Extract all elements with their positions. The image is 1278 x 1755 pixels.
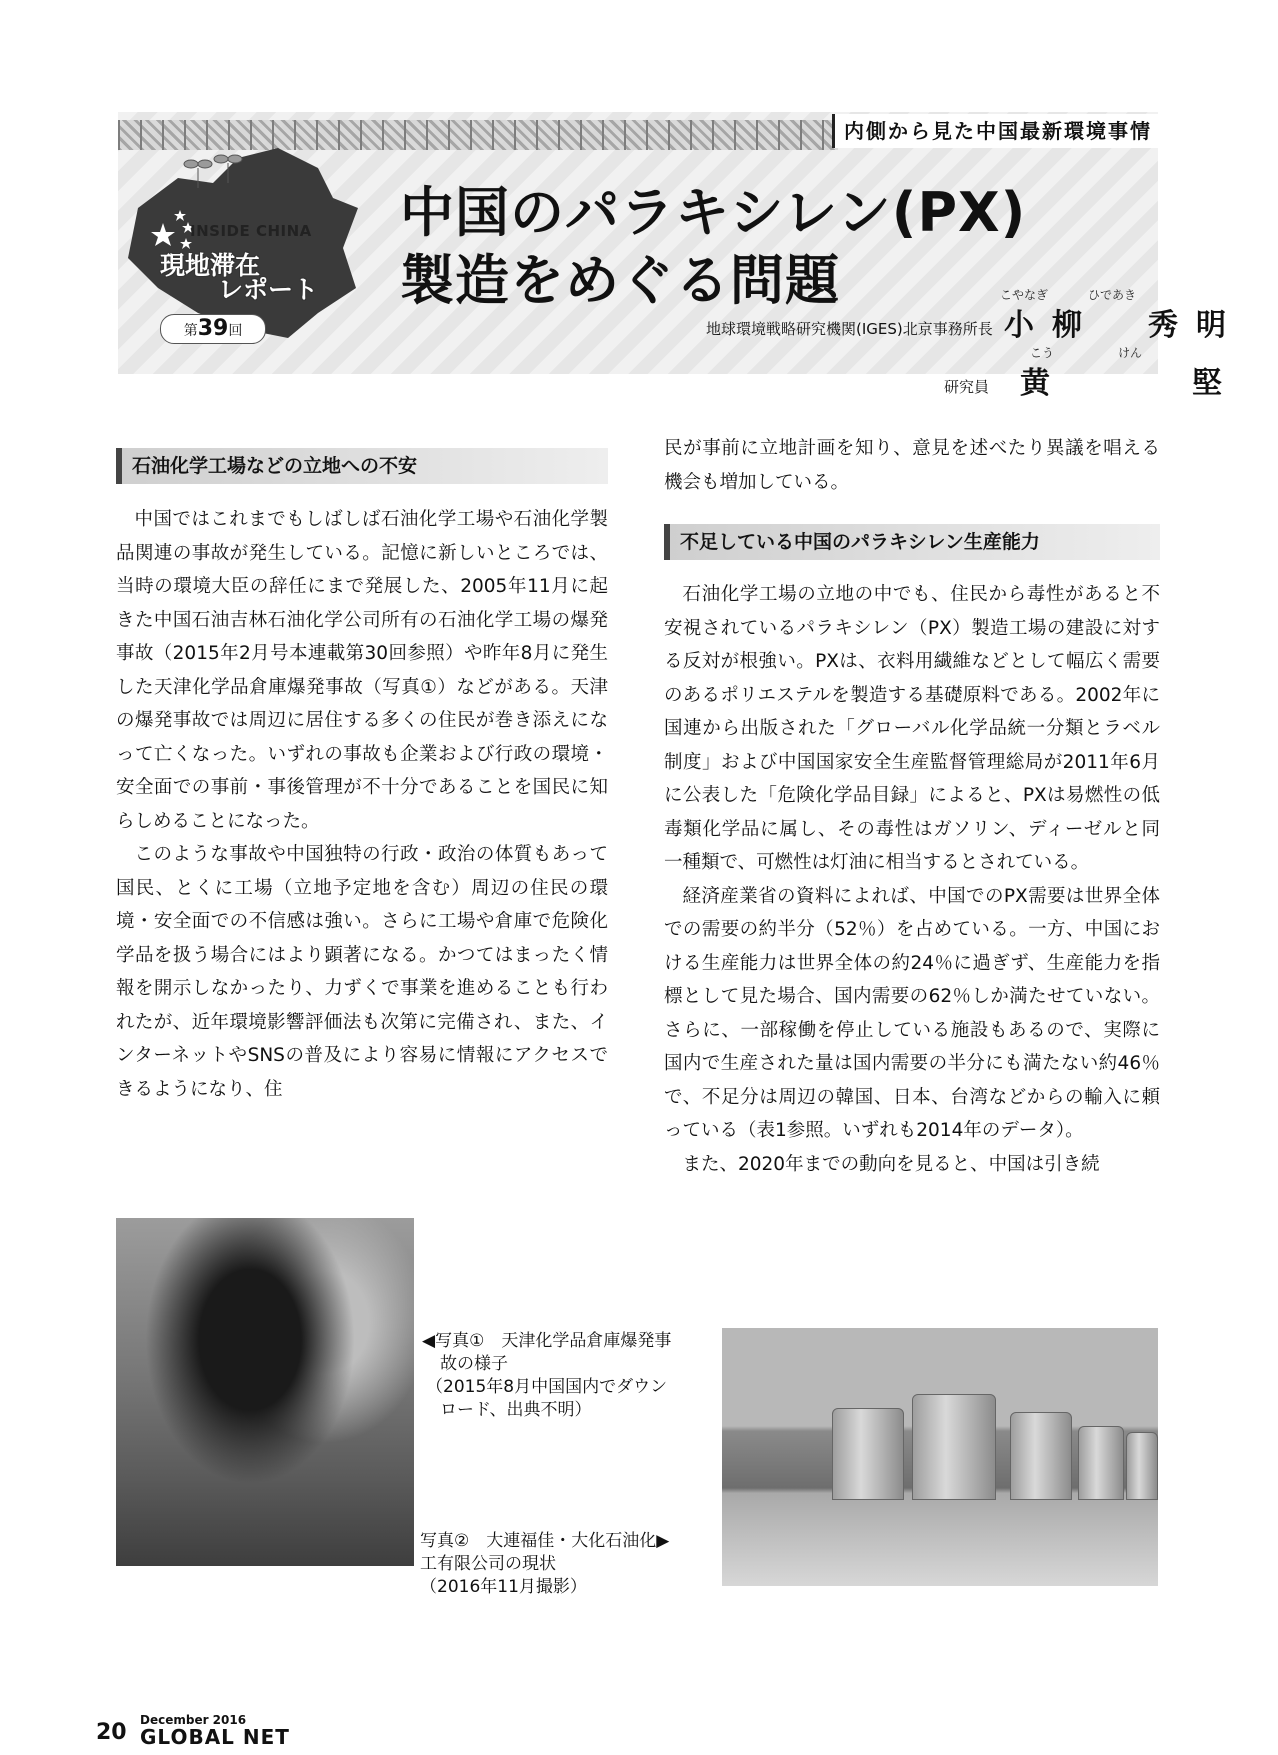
magazine-name: GLOBAL NET [140,1725,290,1749]
section1-continuation [664,432,1160,499]
photo1-caption [422,1330,671,1422]
section1-paragraph-2: このような事故や中国独特の行政・政治の体質もあって国民、とくに工場（立地予定地を含む）周辺の住民の環境・安全面での不信感は強い。さらに工場や倉庫で危険化学品を扱う場合にはより顕著になる。かつてはまったく情報を開示しなかったり、力ずくで事業を進めることも行われたが、近年環境影響評価法も次第に完備され、また、インターネットやSNSの普及により容易に情報にアクセスできるようになり、住 [116,844,608,1100]
badge-label-line1: 現地滞在 [160,251,261,280]
author2-name: 黄 堅 [1020,366,1278,401]
photo1-caption-line: （2015年8月中国国内でダウン [426,1377,668,1397]
page-number: 20 [96,1720,127,1745]
tank-shape [1126,1432,1158,1500]
author2-affiliation: 研究員 [944,378,990,396]
photo2-caption [420,1530,669,1599]
section1-paragraph-1: 中国ではこれまでもしばしば石油化学工場や石油化学製品関連の事故が発生している。記憶に新しいところでは、当時の環境大臣の辞任にまで発展した、2005年11月に起きた中国石油吉林石油化学公司所有の石油化学工場の爆発事故（2015年2月号本連載第30回参照）や昨年8月に発生した天津化学品倉庫爆発事故（写真①）などがある。天津の爆発事故では周辺に居住する多くの住民が巻き添えになって亡くなった。いずれの事故も企業および行政の環境・安全面での事前・事後管理が不十分であることを国民に知らしめることになった。 [116,509,608,832]
issue-prefix: 第 [183,323,198,339]
section1-continuation-text: 民が事前に立地計画を知り、意見を述べたり異議を唱える機会も増加している。 [664,438,1160,493]
issue-suffix: 回 [228,323,243,339]
photo2-caption-line: 写真② 大連福佳・大化石油化▶ [420,1531,670,1551]
badge-inside-china: INSIDE CHINA [190,222,312,240]
issue-date: December 2016 [140,1713,247,1727]
section2-heading: 不足している中国のパラキシレン生産能力 [664,524,1160,560]
author1-affiliation: 地球環境戦略研究機関(IGES)北京事務所長 [706,320,993,338]
photo1-caption-line: 故の様子 [440,1354,508,1374]
author1-ruby-family: こやなぎ [1000,288,1049,302]
series-title: 内側から見た中国最新環境事情 [832,114,1161,148]
author1-name: 小柳 秀明 [1004,308,1244,343]
article-title-line1: 中国のパラキシレン(PX) [400,181,1027,244]
section2-paragraph-1: 石油化学工場の立地の中でも、住民から毒性があると不安視されているパラキシレン（PX）製造工場の建設に対する反対が根強い。PXは、衣料用繊維などとして幅広く需要のあるポリエステルを製造する基礎原料である。2002年に国連から出版された「グローバル化学品統一分類とラベル制度」および中国国家安全生産監督管理総局が2011年6月に公表した「危険化学品目録」によると、PXは易燃性の低毒類化学品に属し、その毒性はガソリン、ディーゼルと同一種類で、可燃性は灯油に相当するとされている。 [664,584,1160,873]
issue-number-badge [160,314,266,344]
photo2-caption-line: 工有限公司の現状 [420,1554,556,1574]
author2-ruby-family: こう [1030,346,1055,360]
tank-shape [1010,1412,1072,1500]
left-column [116,503,608,1106]
photo1-caption-line: ロード、出典不明） [440,1400,592,1420]
issue-number: 39 [197,316,229,341]
tank-shape [912,1394,996,1500]
section2-paragraph-3: また、2020年までの動向を見ると、中国は引き続 [682,1153,1100,1175]
author1-ruby-given: ひであき [1088,288,1137,302]
photo-explosion-smoke [116,1218,414,1566]
author2-ruby-given: けん [1118,346,1143,360]
right-column [664,578,1160,1181]
photo-storage-tanks [722,1328,1158,1586]
article-title-line2: 製造をめぐる問題 [400,249,840,312]
photo2-caption-line: （2016年11月撮影） [420,1577,587,1597]
tank-shape [1078,1426,1124,1500]
badge-label-line2: レポート [218,275,319,304]
section2-paragraph-2: 経済産業省の資料によれば、中国でのPX需要は世界全体での需要の約半分（52％）を占めている。一方、中国における生産能力は世界全体の約24％に過ぎず、生産能力を指標として見た場合、国内需要の62％しか満たせていない。さらに、一部稼働を停止している施設もあるので、実際に国内で生産された量は国内需要の半分にも満たない約46％で、不足分は周辺の韓国、日本、台湾などからの輸入に頼っている（表1参照。いずれも2014年のデータ）。 [664,885,1160,1141]
photo1-caption-line: ◀写真① 天津化学品倉庫爆発事 [422,1331,672,1351]
section1-heading: 石油化学工場などの立地への不安 [116,448,608,484]
tank-shape [832,1408,904,1500]
